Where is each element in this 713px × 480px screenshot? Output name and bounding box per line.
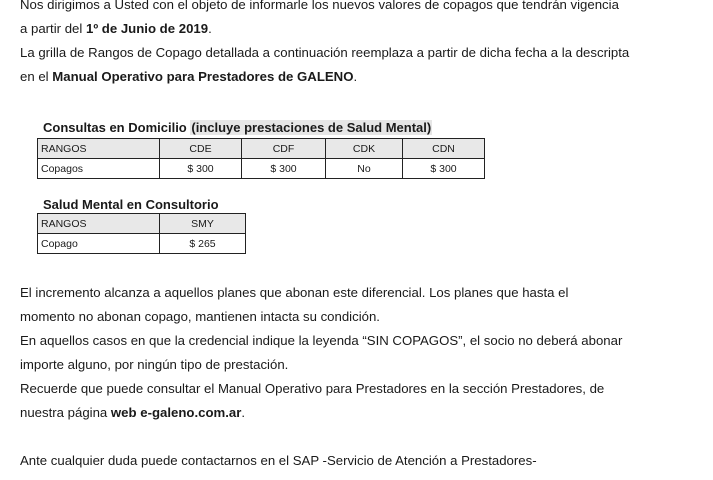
grid-line-2 [20,65,629,89]
value-cell-smy: $ 265 [160,234,246,254]
header-cell-cdf: CDF [242,139,326,159]
body-line-1: El incremento alcanza a aquellos planes que abonan este diferencial. Los planes que hasta el [20,285,569,300]
effective-date: 1º de Junio de 2019 [85,21,209,36]
body-line-6-text: nuestra página [20,405,111,420]
table1-title-main: Consultas en Domicilio [43,120,191,135]
table-row [38,159,485,179]
header-cell-smy: SMY [160,214,246,234]
body-line-4: importe alguno, por ningún tipo de prestación. [20,357,289,372]
table-header-row [38,139,485,159]
table2-title: Salud Mental en Consultorio [43,197,219,212]
grid-paragraph [20,41,629,89]
body-paragraph [20,281,622,425]
intro-line-2-text: a partir del [20,21,86,36]
table1-title-highlight: (incluye prestaciones de Salud Mental) [191,120,432,135]
body-line-6 [20,401,622,425]
value-cell-cde: $ 300 [160,159,242,179]
grid-line-1: La grilla de Rangos de Copago detallada a continuación reemplaza a partir de dicha fecha a la descripta [20,45,630,60]
body-line-2: momento no abonan copago, mantienen intacta su condición. [20,309,380,324]
row-label-cell: Copagos [38,159,160,179]
grid-line-2-text: en el [20,69,53,84]
header-cell-cde: CDE [160,139,242,159]
value-cell-cdk: No [326,159,403,179]
body-line-6-end: . [241,405,246,420]
value-cell-cdf: $ 300 [242,159,326,179]
closing-line-1: Ante cualquier duda puede contactarnos en el SAP -Servicio de Atención a Prestadores- [20,453,537,468]
value-cell-cdn: $ 300 [403,159,485,179]
header-cell-cdn: CDN [403,139,485,159]
consultas-domicilio-table [37,138,485,179]
manual-name: Manual Operativo para Prestadores de GALENO [52,69,354,84]
body-line-3: En aquellos casos en que la credencial indique la leyenda “SIN COPAGOS”, el socio no deberá abonar [20,333,623,348]
intro-line-2-end: . [208,21,212,36]
header-cell-rangos: RANGOS [38,139,160,159]
header-cell-cdk: CDK [326,139,403,159]
table-row [38,234,246,254]
body-line-5: Recuerde que puede consultar el Manual Operativo para Prestadores en la sección Prestadores, de [20,381,605,396]
header-cell-rangos: RANGOS [38,214,160,234]
row-label-cell: Copago [38,234,160,254]
intro-line-2 [20,17,619,41]
table1-title [43,120,432,135]
salud-mental-table [37,213,246,254]
website-link: web e-galeno.com.ar [110,405,242,420]
table-header-row [38,214,246,234]
grid-line-2-end: . [353,69,358,84]
intro-line-1: Nos dirigimos a Usted con el objeto de informarle los nuevos valores de copagos que tendrán vigencia [20,0,619,12]
intro-paragraph [20,0,619,41]
closing-paragraph [20,449,537,473]
